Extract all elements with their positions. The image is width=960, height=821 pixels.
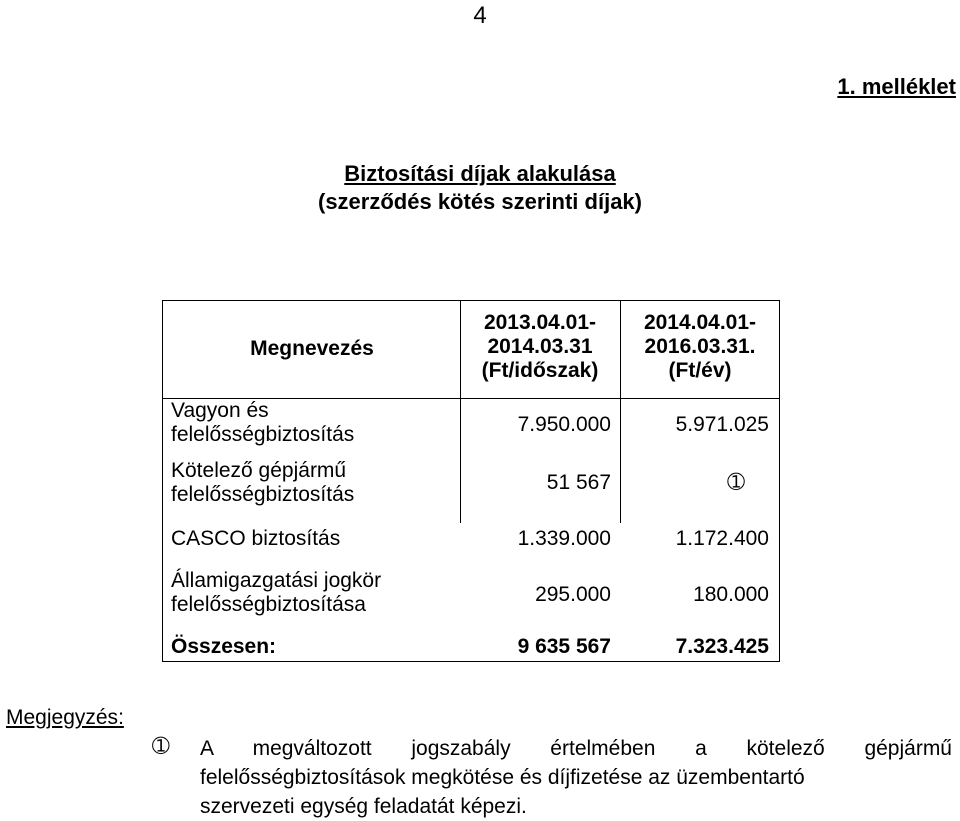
header-name: Megnevezés — [250, 337, 374, 360]
row-value-1: 7.950.000 — [517, 413, 611, 436]
main-title: Biztosítási díjak alakulása — [344, 161, 616, 186]
note-line: A megváltozott jogszabály értelmében a kötelező gépjármű — [200, 737, 952, 760]
row-value-1: 51 567 — [546, 471, 611, 494]
row-value-1: 1.339.000 — [517, 527, 611, 550]
note-line: szervezeti egység feladatát képezi. — [200, 795, 527, 818]
row-value-2: 1.172.400 — [675, 527, 769, 550]
fee-table — [162, 300, 780, 662]
page-number: 4 — [473, 2, 487, 29]
sub-title: (szerződés kötés szerinti díjak) — [318, 189, 642, 214]
total-value-1: 9 635 567 — [517, 635, 611, 658]
row-value-2: 180.000 — [693, 583, 769, 606]
document-title — [0, 160, 960, 216]
footnote-marker-icon: ➀ — [727, 471, 745, 494]
row-value-2: 5.971.025 — [675, 413, 769, 436]
note-line: felelősségbiztosítások megkötése és díjfizetése az üzembentartó — [200, 766, 805, 789]
annex-label: 1. melléklet — [837, 74, 956, 99]
row-value-1: 295.000 — [535, 583, 611, 606]
note-text — [200, 734, 952, 821]
total-label: Összesen: — [171, 635, 277, 658]
row-name: CASCO biztosítás — [171, 527, 341, 550]
row-name: Államigazgatási jogkör felelősségbiztosítása — [171, 569, 382, 616]
row-name: Vagyon és felelősségbiztosítás — [171, 399, 355, 446]
note-label: Megjegyzés: — [6, 706, 124, 729]
header-period-2: 2014.04.01- 2016.03.31. (Ft/év) — [643, 311, 757, 382]
footnote-marker-icon: ➀ — [152, 735, 170, 758]
total-value-2: 7.323.425 — [675, 635, 769, 658]
header-period-1: 2013.04.01- 2014.03.31 (Ft/időszak) — [481, 311, 599, 382]
row-name: Kötelező gépjármű felelősségbiztosítás — [171, 459, 355, 506]
